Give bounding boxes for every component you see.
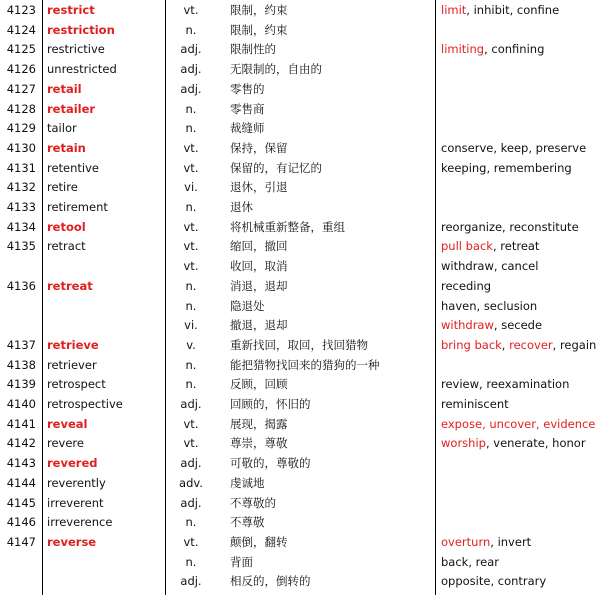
entry-number <box>0 553 40 573</box>
table-row <box>0 100 600 120</box>
part-of-speech: n. <box>185 278 197 293</box>
table-row <box>0 139 600 159</box>
chinese-definition: 可敬的，尊敬的 <box>230 456 311 471</box>
headword: retire <box>47 180 78 195</box>
part-of-speech: vt. <box>183 219 199 234</box>
part-of-speech: v. <box>186 337 196 352</box>
chinese-definition: 零售商 <box>230 101 265 116</box>
chinese-definition: 重新找回，取回，找回猎物 <box>230 337 368 352</box>
table-row <box>0 474 600 494</box>
synonym-text: review, reexamination <box>441 377 570 392</box>
headword <box>47 553 165 573</box>
headword: retrospective <box>47 397 123 411</box>
entry-number <box>0 572 40 592</box>
synonyms <box>441 375 600 395</box>
synonyms <box>441 1 600 21</box>
part-of-speech: vt. <box>183 534 199 549</box>
part-of-speech: n. <box>185 121 197 136</box>
chinese-definition: 不尊敬 <box>230 515 265 530</box>
synonym-text: reminiscent <box>441 397 509 411</box>
synonym-text: , retreat <box>492 239 540 254</box>
synonym-text: , invert <box>490 534 532 549</box>
entry-number: 4142 <box>6 436 36 451</box>
table-row <box>0 178 600 198</box>
synonyms <box>441 553 600 573</box>
highlighted-synonym: recover <box>509 337 553 352</box>
synonyms <box>441 198 600 218</box>
headword <box>47 316 165 336</box>
table-row <box>0 375 600 395</box>
part-of-speech: n. <box>185 22 197 37</box>
chinese-definition: 隐退处 <box>230 298 265 313</box>
part-of-speech: n. <box>185 377 197 392</box>
entry-number: 4145 <box>6 495 36 510</box>
highlighted-synonym: expose, uncover, evidence <box>441 416 596 431</box>
chinese-definition: 将机械重新整备，重组 <box>230 219 345 234</box>
headword: retract <box>47 239 86 254</box>
table-row <box>0 1 600 21</box>
entry-number: 4140 <box>6 397 36 411</box>
synonyms <box>441 60 600 80</box>
entry-number: 4124 <box>6 22 36 37</box>
part-of-speech: n. <box>185 554 197 569</box>
part-of-speech: adj. <box>180 62 202 77</box>
table-row <box>0 198 600 218</box>
synonyms <box>441 297 600 317</box>
synonyms <box>441 316 600 336</box>
headword: reverse <box>47 534 97 549</box>
synonyms <box>441 454 600 474</box>
part-of-speech: n. <box>185 101 197 116</box>
chinese-definition: 虔诚地 <box>230 475 265 490</box>
chinese-definition: 能把猎物找回来的猎狗的一种 <box>230 357 380 372</box>
table-row <box>0 218 600 238</box>
entry-number <box>0 316 40 336</box>
synonym-text: reorganize, reconstitute <box>441 219 579 234</box>
entry-number: 4130 <box>6 140 36 155</box>
table-row <box>0 395 600 415</box>
highlighted-synonym: limit <box>441 3 467 17</box>
entry-number: 4131 <box>6 160 36 175</box>
chinese-definition: 展现，揭露 <box>230 416 288 431</box>
part-of-speech: vt. <box>183 239 199 254</box>
synonym-text: , venerate, honor <box>485 436 586 451</box>
chinese-definition: 限制性的 <box>230 42 276 57</box>
part-of-speech: n. <box>185 298 197 313</box>
table-row <box>0 257 600 277</box>
part-of-speech: vt. <box>183 436 199 451</box>
synonyms <box>441 159 600 179</box>
chinese-definition: 不尊敬的 <box>230 495 276 510</box>
part-of-speech: adj. <box>180 81 202 96</box>
headword: retrieve <box>47 337 99 352</box>
table-row <box>0 434 600 454</box>
chinese-definition: 退休 <box>230 200 253 214</box>
headword: retail <box>47 81 82 96</box>
synonyms <box>441 218 600 238</box>
chinese-definition: 撤退，退却 <box>230 318 288 333</box>
entry-number: 4132 <box>6 180 36 195</box>
synonym-text: , secede <box>493 318 543 333</box>
headword: retirement <box>47 200 108 214</box>
entry-number: 4136 <box>6 278 36 293</box>
headword: retentive <box>47 160 100 175</box>
entry-number: 4128 <box>6 101 36 116</box>
headword: retriever <box>47 357 97 372</box>
synonyms <box>441 356 600 376</box>
part-of-speech: vt. <box>183 140 199 155</box>
highlighted-synonym: pull back <box>441 239 493 254</box>
entry-number: 4139 <box>6 377 36 392</box>
part-of-speech: n. <box>185 200 197 214</box>
table-row <box>0 454 600 474</box>
part-of-speech: adj. <box>180 495 202 510</box>
part-of-speech: adv. <box>179 475 203 490</box>
table-row <box>0 356 600 376</box>
chinese-definition: 保持，保留 <box>230 140 288 155</box>
synonyms <box>441 572 600 592</box>
chinese-definition: 背面 <box>230 554 253 569</box>
synonym-text: , inhibit, confine <box>466 3 560 17</box>
synonyms <box>441 395 600 415</box>
synonyms <box>441 139 600 159</box>
table-row <box>0 80 600 100</box>
chinese-definition: 裁缝师 <box>230 121 265 136</box>
synonyms <box>441 100 600 120</box>
chinese-definition: 颠倒，翻转 <box>230 534 288 549</box>
synonym-text: back, rear <box>441 554 499 569</box>
part-of-speech: vt. <box>183 416 199 431</box>
table-row <box>0 336 600 356</box>
headword: irreverence <box>47 515 113 530</box>
table-row <box>0 494 600 514</box>
table-row <box>0 237 600 257</box>
entry-number: 4147 <box>6 534 36 549</box>
part-of-speech: vt. <box>183 3 199 17</box>
part-of-speech: vt. <box>183 160 199 175</box>
highlighted-synonym: withdraw <box>441 318 494 333</box>
part-of-speech: adj. <box>180 574 202 589</box>
synonyms <box>441 40 600 60</box>
entry-number: 4146 <box>6 515 36 530</box>
headword <box>47 257 165 277</box>
entry-number <box>0 257 40 277</box>
table-row <box>0 60 600 80</box>
entry-number: 4144 <box>6 475 36 490</box>
chinese-definition: 收回，取消 <box>230 259 288 274</box>
headword: revere <box>47 436 84 451</box>
entry-number: 4134 <box>6 219 36 234</box>
synonym-text: receding <box>441 278 492 293</box>
synonyms <box>441 533 600 553</box>
chinese-definition: 保留的，有记忆的 <box>230 160 322 175</box>
headword: restrict <box>47 3 95 17</box>
chinese-definition: 缩回，撤回 <box>230 239 288 254</box>
headword <box>47 297 165 317</box>
highlighted-synonym: limiting <box>441 42 485 57</box>
part-of-speech: adj. <box>180 42 202 57</box>
synonyms <box>441 494 600 514</box>
table-row <box>0 277 600 297</box>
chinese-definition: 消退，退却 <box>230 278 288 293</box>
synonyms <box>441 434 600 454</box>
table-row <box>0 533 600 553</box>
headword: irreverent <box>47 495 104 510</box>
synonyms <box>441 513 600 533</box>
headword: tailor <box>47 121 77 136</box>
entry-number: 4127 <box>6 81 36 96</box>
chinese-definition: 限制，约束 <box>230 3 288 17</box>
part-of-speech: n. <box>185 357 197 372</box>
headword <box>47 572 165 592</box>
part-of-speech: vt. <box>183 259 199 274</box>
entry-number: 4123 <box>6 3 36 17</box>
table-row <box>0 513 600 533</box>
synonym-text: , confining <box>484 42 545 57</box>
synonyms <box>441 21 600 41</box>
entry-number: 4137 <box>6 337 36 352</box>
synonyms <box>441 415 600 435</box>
synonym-text: , regain <box>552 337 597 352</box>
synonym-text: opposite, contrary <box>441 574 547 589</box>
entry-number: 4129 <box>6 121 36 136</box>
entry-number: 4141 <box>6 416 36 431</box>
synonyms <box>441 178 600 198</box>
headword: retrospect <box>47 377 106 392</box>
table-row <box>0 415 600 435</box>
table-row <box>0 572 600 592</box>
entry-number <box>0 297 40 317</box>
part-of-speech: vi. <box>184 180 198 195</box>
chinese-definition: 尊崇，尊敬 <box>230 436 288 451</box>
highlighted-synonym: worship <box>441 436 486 451</box>
headword: retailer <box>47 101 96 116</box>
part-of-speech: adj. <box>180 397 202 411</box>
chinese-definition: 零售的 <box>230 81 265 96</box>
synonym-text: conserve, keep, preserve <box>441 140 587 155</box>
headword: revered <box>47 456 98 471</box>
synonyms <box>441 257 600 277</box>
synonyms <box>441 237 600 257</box>
synonyms <box>441 119 600 139</box>
headword: restrictive <box>47 42 105 57</box>
headword: retreat <box>47 278 93 293</box>
chinese-definition: 限制，约束 <box>230 22 288 37</box>
synonym-text: , <box>501 337 510 352</box>
highlighted-synonym: bring back <box>441 337 502 352</box>
part-of-speech: n. <box>185 515 197 530</box>
chinese-definition: 回顾的，怀旧的 <box>230 397 311 411</box>
headword: unrestricted <box>47 62 117 77</box>
chinese-definition: 反顾，回顾 <box>230 377 288 392</box>
chinese-definition: 无限制的，自由的 <box>230 62 322 77</box>
entry-number: 4126 <box>6 62 36 77</box>
synonyms <box>441 80 600 100</box>
table-row <box>0 297 600 317</box>
table-row <box>0 316 600 336</box>
table-row <box>0 21 600 41</box>
headword: reverently <box>47 475 106 490</box>
headword: retain <box>47 140 86 155</box>
part-of-speech: adj. <box>180 456 202 471</box>
headword: restriction <box>47 22 115 37</box>
headword: reveal <box>47 416 88 431</box>
headword: retool <box>47 219 86 234</box>
synonym-text: haven, seclusion <box>441 298 538 313</box>
synonym-text: keeping, remembering <box>441 160 572 175</box>
table-row <box>0 40 600 60</box>
table-row <box>0 159 600 179</box>
table-row <box>0 553 600 573</box>
chinese-definition: 退休，引退 <box>230 180 288 195</box>
entry-number: 4138 <box>6 357 36 372</box>
table-row <box>0 119 600 139</box>
entry-number: 4143 <box>6 456 36 471</box>
synonyms <box>441 336 600 356</box>
chinese-definition: 相反的，倒转的 <box>230 574 311 589</box>
entry-number: 4135 <box>6 239 36 254</box>
part-of-speech: vi. <box>184 318 198 333</box>
entry-number: 4133 <box>6 200 36 214</box>
highlighted-synonym: overturn <box>441 534 491 549</box>
synonyms <box>441 277 600 297</box>
synonyms <box>441 474 600 494</box>
entry-number: 4125 <box>6 42 36 57</box>
synonym-text: withdraw, cancel <box>441 259 539 274</box>
